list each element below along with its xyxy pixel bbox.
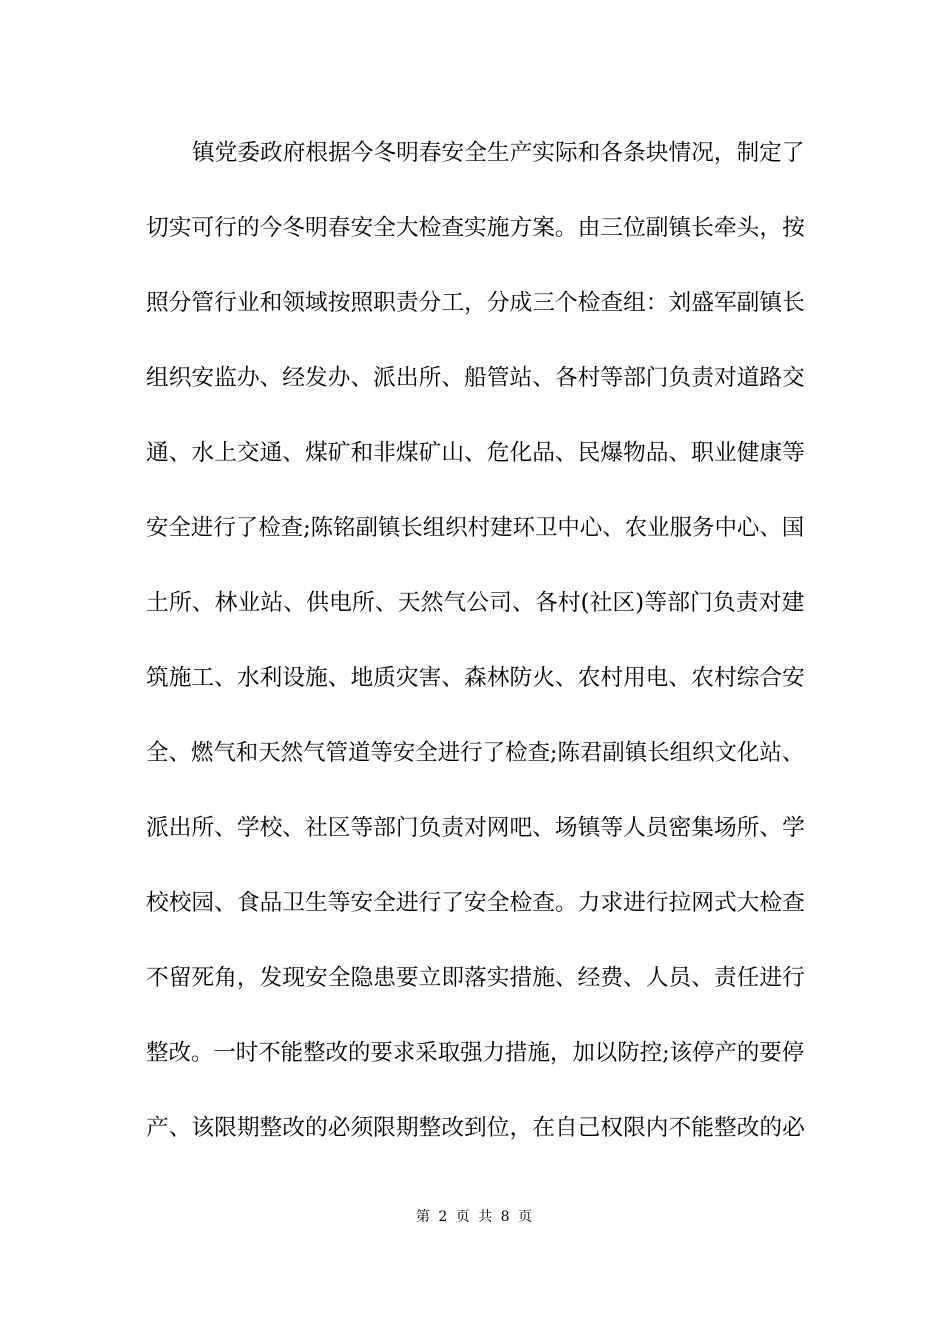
text-line: 整改。一时不能整改的要求采取强力措施，加以防控;该停产的要停 (146, 1040, 805, 1066)
text-line: 通、水上交通、煤矿和非煤矿山、危化品、民爆物品、职业健康等 (146, 440, 805, 466)
text-line: 镇党委政府根据今冬明春安全生产实际和各条块情况，制定了 (192, 140, 805, 166)
text-line: 产、该限期整改的必须限期整改到位，在自己权限内不能整改的必 (146, 1115, 805, 1141)
text-line: 不留死角，发现安全隐患要立即落实措施、经费、人员、责任进行 (146, 965, 805, 991)
page-number: 第 2 页 共 8 页 (415, 1209, 535, 1225)
text-line: 派出所、学校、社区等部门负责对网吧、场镇等人员密集场所、学 (146, 815, 805, 841)
text-line: 全、燃气和天然气管道等安全进行了检查;陈君副镇长组织文化站、 (146, 740, 805, 766)
text-line: 土所、林业站、供电所、天然气公司、各村(社区)等部门负责对建 (146, 590, 805, 616)
text-line: 照分管行业和领域按照职责分工，分成三个检查组：刘盛军副镇长 (146, 290, 805, 316)
text-line: 筑施工、水利设施、地质灾害、森林防火、农村用电、农村综合安 (146, 665, 805, 691)
text-line: 安全进行了检查;陈铭副镇长组织村建环卫中心、农业服务中心、国 (146, 515, 805, 541)
text-line: 组织安监办、经发办、派出所、船管站、各村等部门负责对道路交 (146, 365, 805, 391)
text-line: 校校园、食品卫生等安全进行了安全检查。力求进行拉网式大检查 (146, 890, 805, 916)
text-line: 切实可行的今冬明春安全大检查实施方案。由三位副镇长牵头，按 (146, 215, 805, 241)
